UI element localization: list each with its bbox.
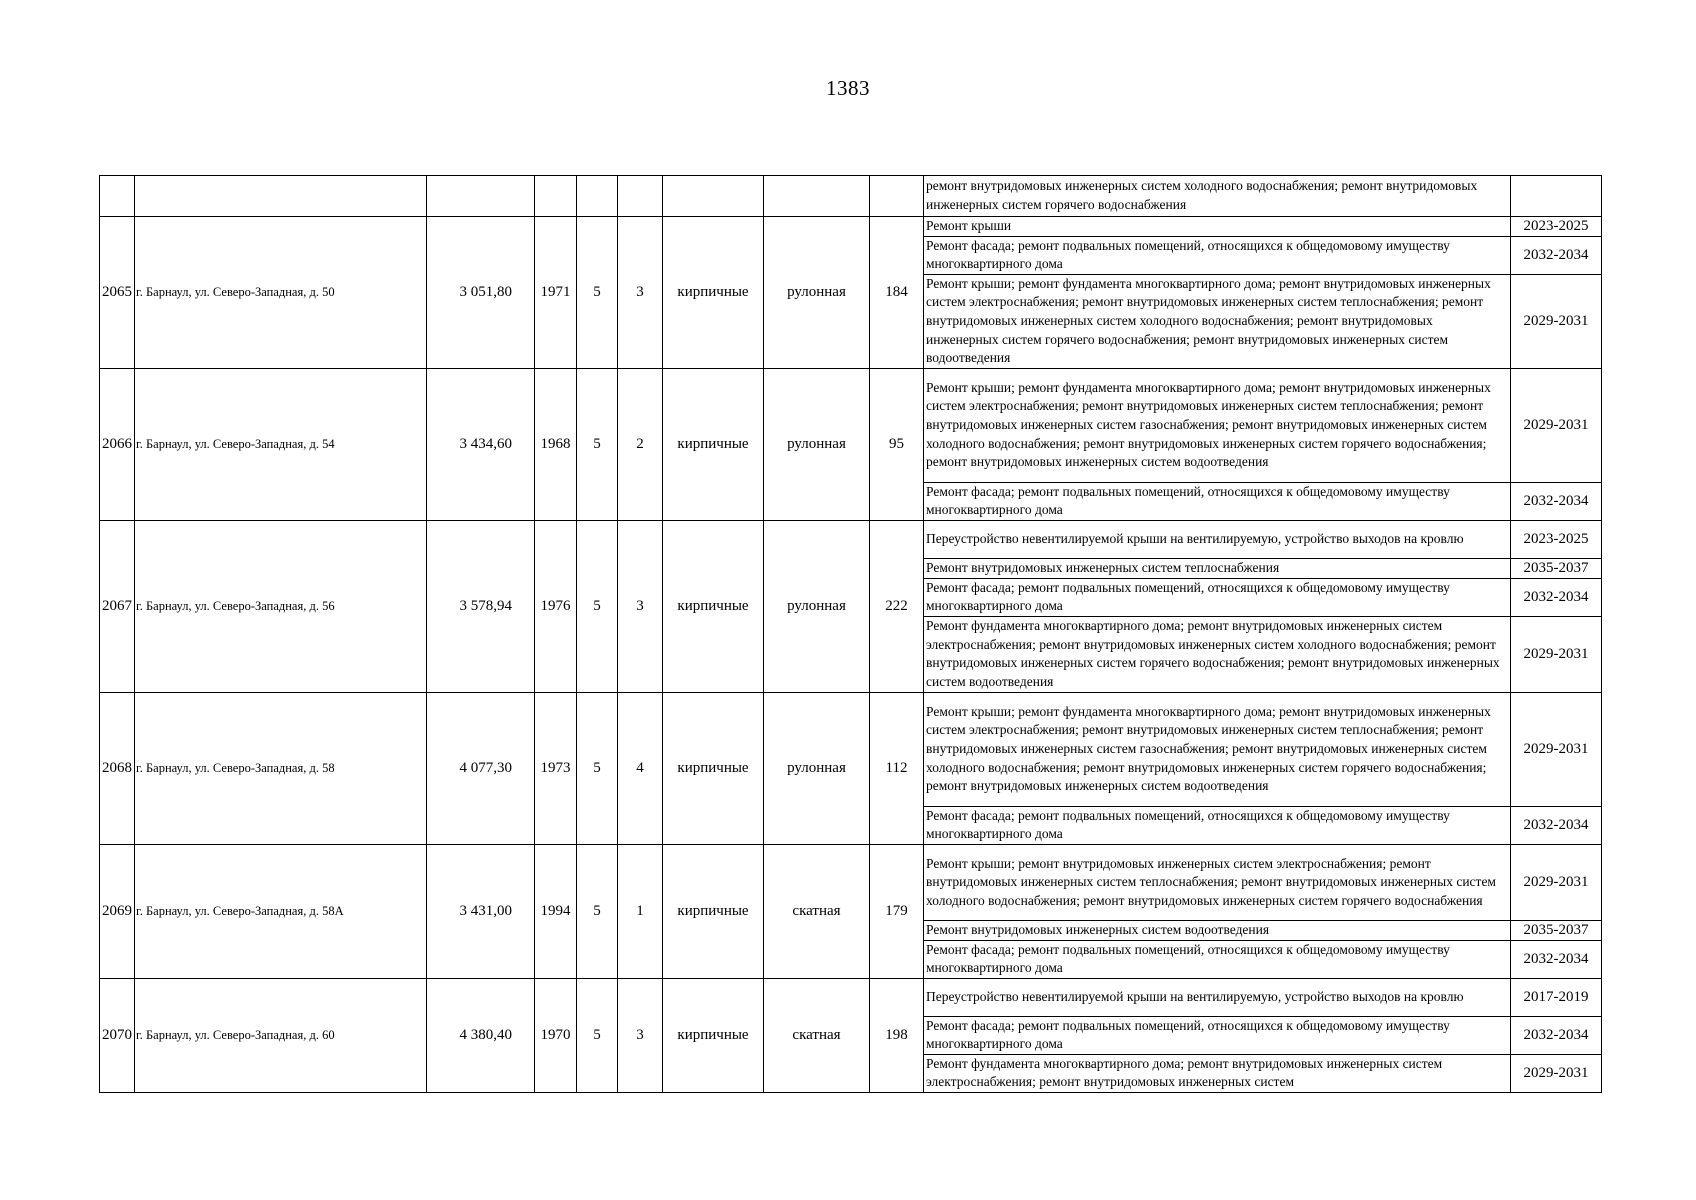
table-row (100, 978, 1602, 1016)
residents-count: 184 (870, 217, 924, 369)
wall-material: кирпичные (663, 844, 764, 978)
house-area: 4 077,30 (427, 692, 535, 844)
work-period: 2032-2034 (1511, 1016, 1602, 1054)
work-period: 2029-2031 (1511, 692, 1602, 806)
table-row (100, 368, 1602, 482)
build-year: 1973 (535, 692, 577, 844)
build-year: 1970 (535, 978, 577, 1092)
empty-cell (135, 176, 427, 217)
table-row (100, 520, 1602, 558)
work-description: Ремонт фасада; ремонт подвальных помещений, относящихся к общедомовому имуществу многоквартирного дома (924, 236, 1511, 274)
work-description: Ремонт фасада; ремонт подвальных помещений, относящихся к общедомовому имуществу многоквартирного дома (924, 1016, 1511, 1054)
work-period: 2035-2037 (1511, 920, 1602, 940)
work-period: 2032-2034 (1511, 482, 1602, 520)
table-row (100, 844, 1602, 920)
roof-type: рулонная (764, 217, 870, 369)
work-period: 2032-2034 (1511, 940, 1602, 978)
house-area: 3 431,00 (427, 844, 535, 978)
work-description: Ремонт фундамента многоквартирного дома; ремонт внутридомовых инженерных систем электроснабжения; ремонт внутридомовых инженерных систем (924, 1054, 1511, 1092)
work-description: Ремонт фундамента многоквартирного дома; ремонт внутридомовых инженерных систем электроснабжения; ремонт внутридомовых инженерных систем холодного водоснабжения; ремонт внутридомовых инженерных систем горячего водоснабжения; ремонт внутридомовых инженерных систем водоотведения (924, 616, 1511, 692)
house-address: г. Барнаул, ул. Северо-Западная, д. 60 (135, 978, 427, 1092)
work-description: Ремонт фасада; ремонт подвальных помещений, относящихся к общедомовому имуществу многоквартирного дома (924, 806, 1511, 844)
wall-material: кирпичные (663, 692, 764, 844)
floors-count: 5 (577, 978, 618, 1092)
capital-repair-table (99, 175, 1602, 1093)
house-number: 2067 (100, 520, 135, 692)
empty-cell (427, 176, 535, 217)
work-period: 2023-2025 (1511, 520, 1602, 558)
entrances-count: 3 (618, 217, 663, 369)
entrances-count: 3 (618, 520, 663, 692)
work-description: Переустройство невентилируемой крыши на вентилируемую, устройство выходов на кровлю (924, 978, 1511, 1016)
floors-count: 5 (577, 520, 618, 692)
work-description: Ремонт крыши (924, 217, 1511, 237)
house-address: г. Барнаул, ул. Северо-Западная, д. 56 (135, 520, 427, 692)
work-period: 2023-2025 (1511, 217, 1602, 237)
work-period: 2029-2031 (1511, 844, 1602, 920)
work-description: Ремонт фасада; ремонт подвальных помещений, относящихся к общедомовому имуществу многоквартирного дома (924, 940, 1511, 978)
work-period: 2035-2037 (1511, 558, 1602, 578)
house-area: 3 578,94 (427, 520, 535, 692)
residents-count: 222 (870, 520, 924, 692)
work-period: 2029-2031 (1511, 616, 1602, 692)
empty-cell (535, 176, 577, 217)
work-description: Ремонт крыши; ремонт внутридомовых инженерных систем электроснабжения; ремонт внутридомовых инженерных систем теплоснабжения; ремонт внутридомовых инженерных систем холодного водоснабжения; ремонт внутридомовых инженерных систем горячего водоснабжения (924, 844, 1511, 920)
residents-count: 95 (870, 368, 924, 520)
entrances-count: 2 (618, 368, 663, 520)
house-area: 3 434,60 (427, 368, 535, 520)
house-number: 2069 (100, 844, 135, 978)
empty-cell (100, 176, 135, 217)
work-description: Переустройство невентилируемой крыши на вентилируемую, устройство выходов на кровлю (924, 520, 1511, 558)
table-row (100, 692, 1602, 806)
empty-cell (577, 176, 618, 217)
build-year: 1968 (535, 368, 577, 520)
work-period: 2029-2031 (1511, 274, 1602, 368)
house-address: г. Барнаул, ул. Северо-Западная, д. 58 (135, 692, 427, 844)
work-period: 2029-2031 (1511, 368, 1602, 482)
work-period (1511, 176, 1602, 217)
work-period: 2032-2034 (1511, 578, 1602, 616)
empty-cell (870, 176, 924, 217)
house-address: г. Барнаул, ул. Северо-Западная, д. 58А (135, 844, 427, 978)
build-year: 1994 (535, 844, 577, 978)
work-description: Ремонт крыши; ремонт фундамента многоквартирного дома; ремонт внутридомовых инженерных систем электроснабжения; ремонт внутридомовых инженерных систем теплоснабжения; ремонт внутридомовых инженерных систем газоснабжения; ремонт внутридомовых инженерных систем холодного водоснабжения; ремонт внутридомовых инженерных систем горячего водоснабжения; ремонт внутридомовых инженерных систем водоотведения (924, 692, 1511, 806)
house-number: 2070 (100, 978, 135, 1092)
work-period: 2032-2034 (1511, 236, 1602, 274)
work-description: Ремонт внутридомовых инженерных систем теплоснабжения (924, 558, 1511, 578)
entrances-count: 4 (618, 692, 663, 844)
house-address: г. Барнаул, ул. Северо-Западная, д. 54 (135, 368, 427, 520)
build-year: 1971 (535, 217, 577, 369)
build-year: 1976 (535, 520, 577, 692)
empty-cell (764, 176, 870, 217)
work-description: ремонт внутридомовых инженерных систем холодного водоснабжения; ремонт внутридомовых инженерных систем горячего водоснабжения (924, 176, 1511, 217)
table-row (100, 217, 1602, 237)
roof-type: скатная (764, 844, 870, 978)
table-body (100, 176, 1602, 1093)
residents-count: 198 (870, 978, 924, 1092)
page-number: 1383 (826, 76, 870, 100)
wall-material: кирпичные (663, 368, 764, 520)
work-description: Ремонт крыши; ремонт фундамента многоквартирного дома; ремонт внутридомовых инженерных систем электроснабжения; ремонт внутридомовых инженерных систем теплоснабжения; ремонт внутридомовых инженерных систем газоснабжения; ремонт внутридомовых инженерных систем холодного водоснабжения; ремонт внутридомовых инженерных систем горячего водоснабжения; ремонт внутридомовых инженерных систем водоотведения (924, 368, 1511, 482)
house-number: 2066 (100, 368, 135, 520)
wall-material: кирпичные (663, 520, 764, 692)
wall-material: кирпичные (663, 978, 764, 1092)
house-number: 2068 (100, 692, 135, 844)
entrances-count: 3 (618, 978, 663, 1092)
empty-cell (663, 176, 764, 217)
roof-type: рулонная (764, 520, 870, 692)
work-period: 2032-2034 (1511, 806, 1602, 844)
work-description: Ремонт внутридомовых инженерных систем водоотведения (924, 920, 1511, 940)
residents-count: 112 (870, 692, 924, 844)
floors-count: 5 (577, 368, 618, 520)
roof-type: рулонная (764, 368, 870, 520)
wall-material: кирпичные (663, 217, 764, 369)
floors-count: 5 (577, 692, 618, 844)
floors-count: 5 (577, 217, 618, 369)
roof-type: скатная (764, 978, 870, 1092)
work-period: 2029-2031 (1511, 1054, 1602, 1092)
work-period: 2017-2019 (1511, 978, 1602, 1016)
work-description: Ремонт крыши; ремонт фундамента многоквартирного дома; ремонт внутридомовых инженерных систем электроснабжения; ремонт внутридомовых инженерных систем теплоснабжения; ремонт внутридомовых инженерных систем холодного водоснабжения; ремонт внутридомовых инженерных систем горячего водоснабжения; ремонт внутридомовых инженерных систем водоотведения (924, 274, 1511, 368)
floors-count: 5 (577, 844, 618, 978)
house-area: 3 051,80 (427, 217, 535, 369)
house-address: г. Барнаул, ул. Северо-Западная, д. 50 (135, 217, 427, 369)
empty-cell (618, 176, 663, 217)
house-number: 2065 (100, 217, 135, 369)
house-area: 4 380,40 (427, 978, 535, 1092)
work-description: Ремонт фасада; ремонт подвальных помещений, относящихся к общедомовому имуществу многоквартирного дома (924, 578, 1511, 616)
residents-count: 179 (870, 844, 924, 978)
work-description: Ремонт фасада; ремонт подвальных помещений, относящихся к общедомовому имуществу многоквартирного дома (924, 482, 1511, 520)
continuation-row (100, 176, 1602, 217)
entrances-count: 1 (618, 844, 663, 978)
roof-type: рулонная (764, 692, 870, 844)
